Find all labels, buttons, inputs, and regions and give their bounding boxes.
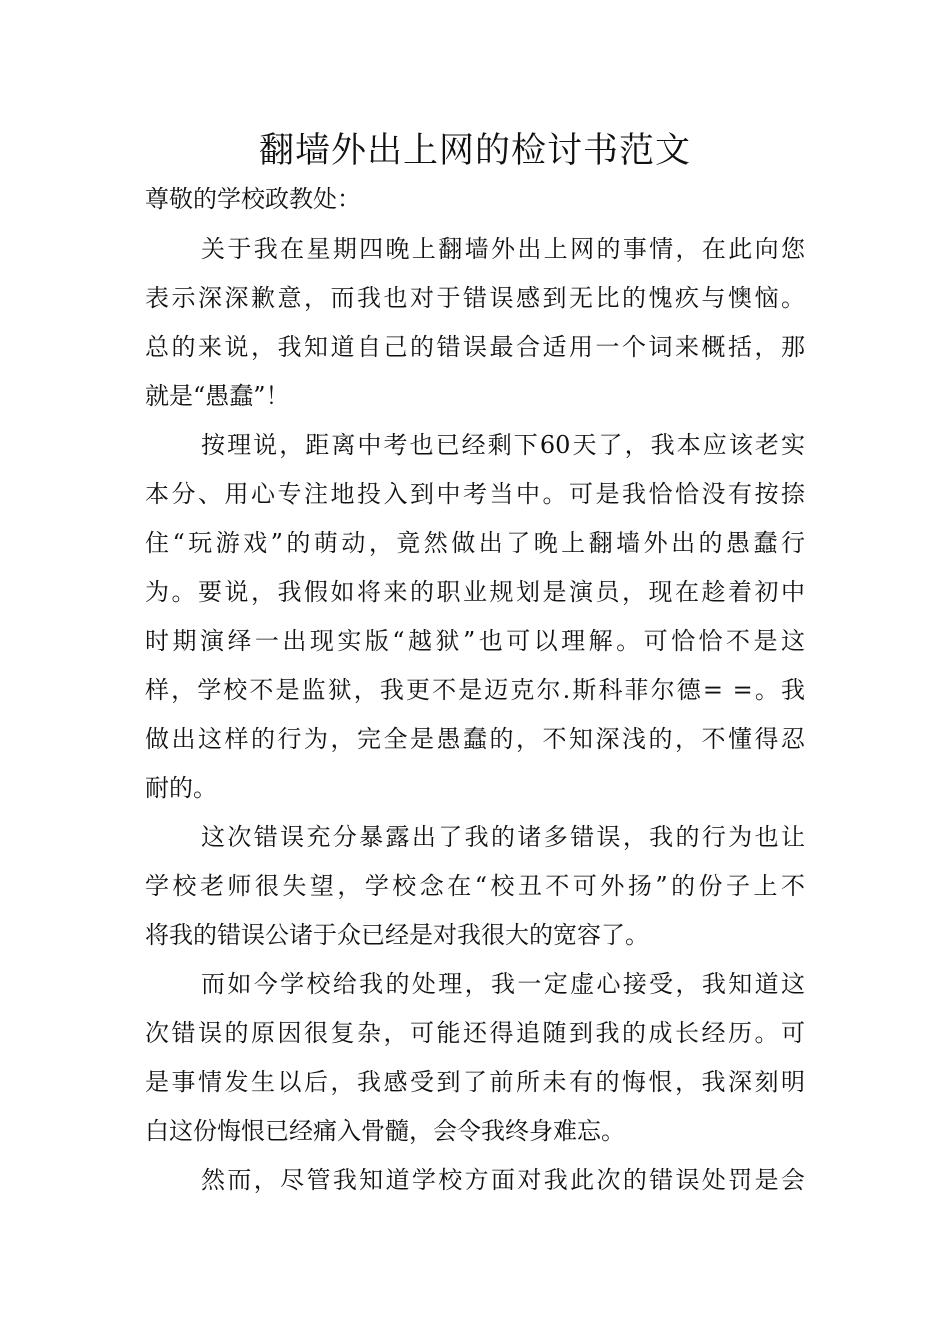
paragraph-line: 总的来说，我知道自己的错误最合适用一个词来概括，那 xyxy=(145,333,805,361)
paragraph-line: 将我的错误公诸于众已经是对我很大的宽容了。 xyxy=(145,921,649,949)
paragraph-line: 这次错误充分暴露出了我的诸多错误，我的行为也让 xyxy=(201,823,805,851)
paragraph-line: 样，学校不是监狱，我更不是迈克尔.斯科菲尔德= =。我 xyxy=(145,676,805,704)
paragraph-line: 就是“愚蠢”！ xyxy=(145,382,290,410)
paragraph xyxy=(145,421,805,813)
paragraph xyxy=(145,813,805,960)
paragraph-line: 按理说，距离中考也已经剩下60天了，我本应该老实 xyxy=(201,431,805,459)
salutation: 尊敬的学校政教处： xyxy=(145,185,361,213)
paragraph-line: 为。要说，我假如将来的职业规划是演员，现在趁着初中 xyxy=(145,578,805,606)
paragraph-line: 做出这样的行为，完全是愚蠢的，不知深浅的，不懂得忍 xyxy=(145,725,805,753)
paragraph xyxy=(145,1156,805,1205)
paragraph-line: 本分、用心专注地投入到中考当中。可是我恰恰没有按捺 xyxy=(145,480,805,508)
paragraph-line: 而如今学校给我的处理，我一定虚心接受，我知道这 xyxy=(201,970,805,998)
paragraph-line: 住“玩游戏”的萌动，竟然做出了晚上翻墙外出的愚蠢行 xyxy=(145,529,805,557)
document-title: 翻墙外出上网的检讨书范文 xyxy=(258,131,691,171)
paragraph-line: 白这份悔恨已经痛入骨髓，会令我终身难忘。 xyxy=(145,1117,625,1145)
paragraph-line: 然而，尽管我知道学校方面对我此次的错误处罚是会 xyxy=(201,1166,805,1194)
paragraph-line: 耐的。 xyxy=(145,774,217,802)
paragraph-line: 是事情发生以后，我感受到了前所未有的悔恨，我深刻明 xyxy=(145,1068,805,1096)
paragraph-line: 时期演绎一出现实版“越狱”也可以理解。可恰恰不是这 xyxy=(145,627,805,655)
paragraph xyxy=(145,225,805,421)
paragraph xyxy=(145,960,805,1156)
paragraph-line: 关于我在星期四晚上翻墙外出上网的事情，在此向您 xyxy=(201,235,805,263)
paragraph-line: 学校老师很失望，学校念在“校丑不可外扬”的份子上不 xyxy=(145,872,805,900)
document-body xyxy=(145,225,805,1205)
paragraph-line: 次错误的原因很复杂，可能还得追随到我的成长经历。可 xyxy=(145,1019,805,1047)
paragraph-line: 表示深深歉意，而我也对于错误感到无比的愧疚与懊恼。 xyxy=(145,284,805,312)
